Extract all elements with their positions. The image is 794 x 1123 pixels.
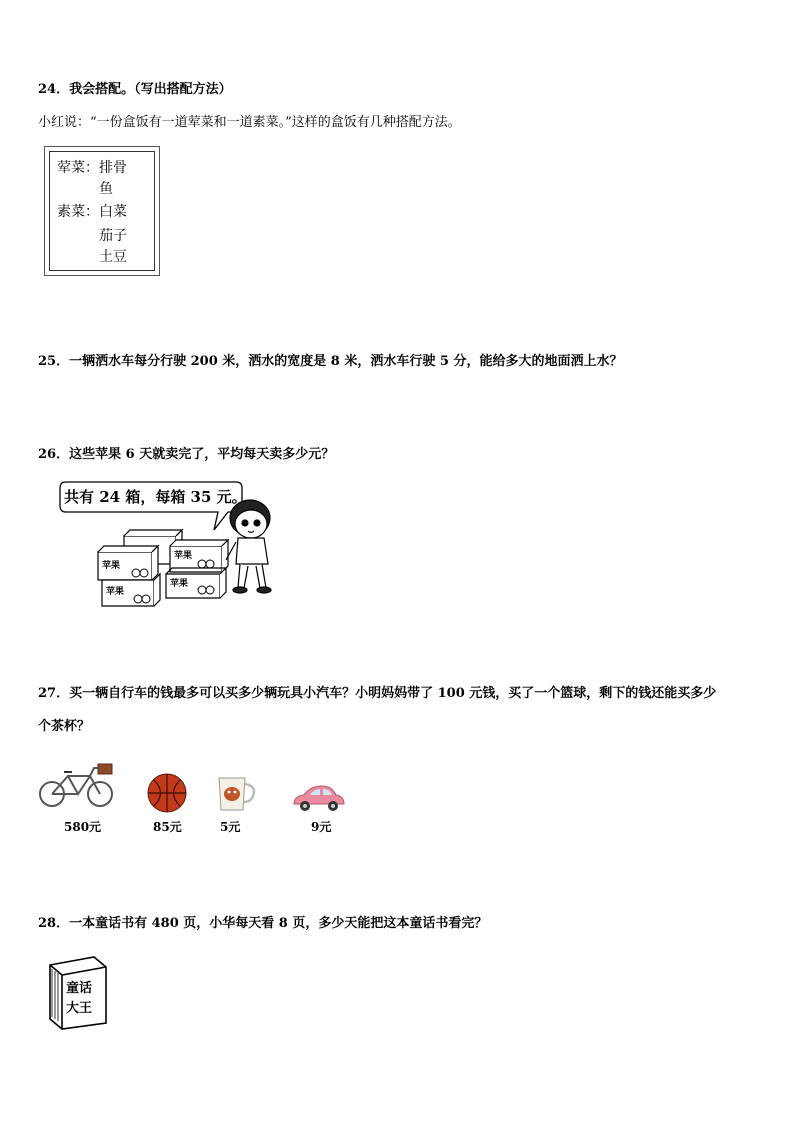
q24-title: 24．我会搭配。（写出搭配方法）: [38, 82, 232, 97]
veg-label: 素菜：: [57, 204, 99, 220]
veg-item: 白菜: [99, 204, 127, 220]
basketball-price: 85元: [153, 820, 182, 834]
bicycle-price: 580元: [64, 820, 102, 834]
box-label: 苹果: [170, 579, 189, 589]
cup-price: 5元: [220, 820, 241, 834]
q28-text: 28．一本童话书有 480 页，小华每天看 8 页，多少天能把这本童话书看完？: [38, 916, 488, 931]
meat-item: 鱼: [99, 181, 113, 197]
meat-item: 排骨: [99, 160, 127, 176]
fairy-tale-book: [44, 955, 112, 1031]
box-label: 苹果: [106, 587, 125, 597]
cup-icon: [215, 774, 261, 814]
box-label: 苹果: [174, 551, 193, 561]
meat-label: 荤菜：: [57, 160, 99, 176]
q27-line2: 个茶杯？: [38, 719, 91, 734]
basketball-icon: [146, 772, 188, 814]
book-title-line: 大王: [66, 1001, 93, 1016]
q24-text: 小红说：“一份盒饭有一道荤菜和一道素菜。”这样的盒饭有几种搭配方法。: [38, 115, 461, 130]
q25-text: 25．一辆洒水车每分行驶 200 米，洒水的宽度是 8 米，洒水车行驶 5 分，能给多大的地面洒上水？: [38, 354, 623, 369]
menu-box: [44, 146, 160, 276]
q27-line1: 27．买一辆自行车的钱最多可以买多少辆玩具小汽车？小明妈妈带了 100 元钱，买了一个篮球，剩下的钱还能买多少: [38, 686, 717, 701]
q26-text: 26．这些苹果 6 天就卖完了，平均每天卖多少元？: [38, 447, 335, 462]
book-title-line: 童话: [66, 981, 93, 996]
toy-car-price: 9元: [311, 820, 332, 834]
veg-item: 茄子: [99, 228, 127, 244]
box-label: 苹果: [102, 561, 121, 571]
bicycle-icon: [38, 760, 118, 812]
speech-bubble-text: 共有 24 箱，每箱 35 元。: [64, 488, 247, 506]
veg-item: 土豆: [99, 249, 127, 265]
toy-car-icon: [290, 782, 346, 814]
book-title: [66, 979, 92, 1019]
q26-illustration: [58, 478, 288, 612]
